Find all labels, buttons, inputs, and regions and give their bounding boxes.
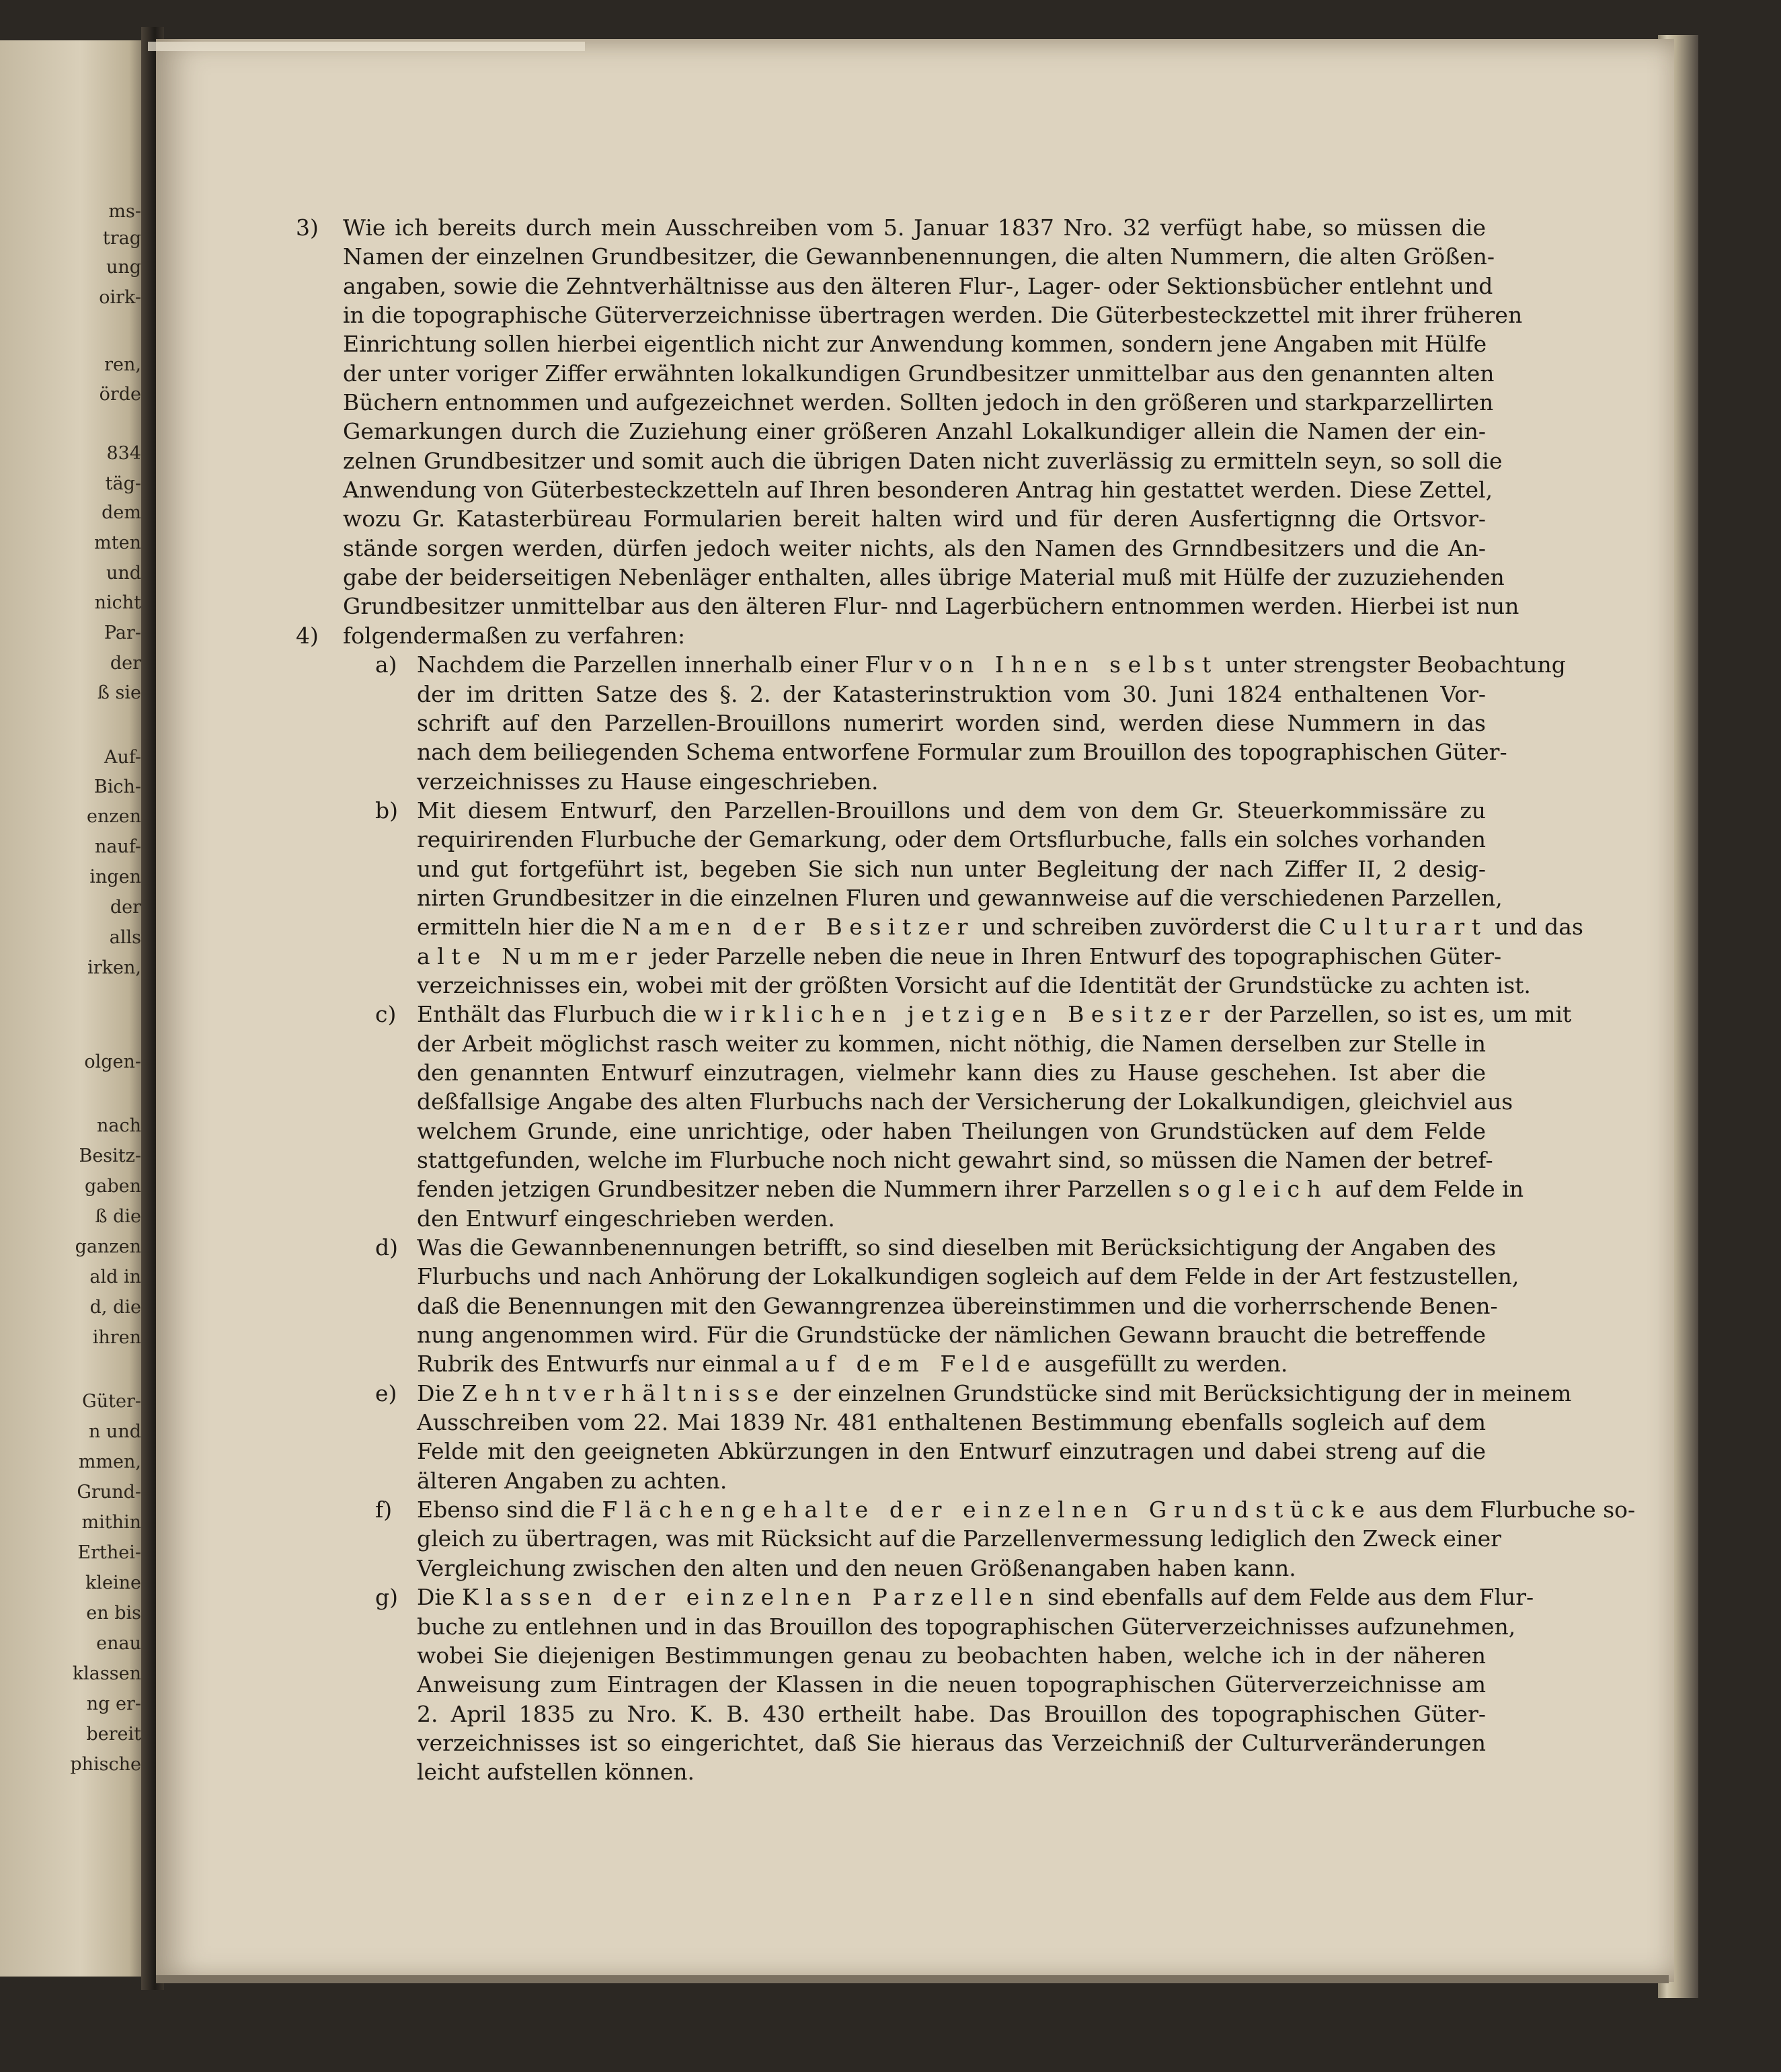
paragraph-3 [296,213,1523,621]
text-segment: Die [417,1584,455,1611]
text-line [417,1495,1636,1524]
text-line [417,1379,1572,1408]
page-body [296,213,1636,1787]
text-line: den genannten Entwurf einzutragen, vielmehr kann dies zu Hause geschehen. Ist aber die [417,1059,1486,1086]
left-page-fragment: ng er- [86,1694,141,1714]
text-line: verzeichnisses zu Hause eingeschrieben. [417,768,879,795]
text-line: und gut fortgeführt ist, begeben Sie sich nun unter Begleitung der nach Ziffer II, 2 desig- [417,855,1486,882]
page-bottom-edge [156,1975,1669,1983]
left-page-fragment: der [110,897,141,918]
left-page-fragment: enau [96,1633,141,1654]
left-page-fragment: Par- [104,623,141,643]
text-segment: fenden jetzigen Grundbesitzer neben die Nummern ihrer Parzellen [417,1176,1172,1203]
spaced-text: Culturart [1318,914,1488,941]
left-page-fragment: mten [94,532,141,553]
text-line: daß die Benennungen mit den Gewanngrenzea übereinstimmen und die vorherrschende Benen- [417,1292,1498,1319]
text-line: Gemarkungen durch die Zuziehung einer größeren Anzahl Lokalkundiger allein die Namen der ein- [343,418,1486,445]
item-label: g) [375,1584,398,1611]
left-page-fragment: oirk- [99,287,141,308]
text-line: Grundbesitzer unmittelbar aus den älteren Flur- nnd Lagerbüchern entnommen werden. Hierbei ist nun [343,593,1519,620]
left-page-fragment: phische [70,1754,141,1775]
text-line [417,912,1583,941]
text-line: buche zu entlehnen und in das Brouillon des topographischen Güterverzeichnisses aufzunehmen, [417,1613,1516,1640]
left-page-fragment: nauf- [94,836,141,857]
paper-strip [148,42,585,51]
text-line: Büchern entnommen und aufgezeichnet werden. Sollten jedoch in den größeren und starkparzellirten [343,389,1494,416]
text-line: stattgefunden, welche im Flurbuche noch nicht gewahrt sind, so müssen die Namen der betref- [417,1147,1493,1173]
item-f [296,1495,1636,1583]
spaced-text: wirklichen jetzigen Besitzer [703,1001,1217,1028]
left-page-fragment: ß die [95,1206,141,1227]
left-page-fragment: ihren [92,1327,141,1348]
text-segment: Nachdem die Parzellen innerhalb einer Flur [417,651,912,678]
text-line [417,1174,1524,1203]
text-line: nirten Grundbesitzer in die einzelnen Fluren und gewannweise auf die verschiedenen Parzellen, [417,884,1503,911]
text-line: Mit diesem Entwurf, den Parzellen-Brouillons und dem von dem Gr. Steuerkommissäre zu [417,797,1486,824]
text-line: den Entwurf eingeschrieben werden. [417,1205,835,1232]
item-label: b) [375,797,398,824]
text-segment: Ebenso sind die [417,1497,595,1523]
left-page-fragment: olgen- [84,1051,141,1072]
left-page-fragment: und [106,563,141,584]
left-page-fragment: klassen [72,1663,141,1684]
text-line [417,650,1566,679]
spaced-text: Zehntverhältnisse [462,1380,786,1406]
text-line: Vergleichung zwischen den alten und den neuen Größenangaben haben kann. [417,1554,1296,1581]
left-page-fragment: Besitz- [79,1146,141,1166]
text-line: zelnen Grundbesitzer und somit auch die übrigen Daten nicht zuverlässig zu ermitteln seyn, so soll die [343,447,1503,474]
text-line: schrift auf den Parzellen-Brouillons numerirt worden sind, werden diese Nummern in das [417,709,1486,736]
text-line: Anwendung von Güterbesteckzetteln auf Ihren besonderen Antrag hin gestattet werden. Diese Zettel, [343,477,1493,504]
text-line: angaben, sowie die Zehntverhältnisse aus den älteren Flur-, Lager- oder Sektionsbücher entlehnt und [343,272,1493,299]
left-page-fragment: n und [88,1421,141,1442]
text-line: Was die Gewannbenennungen betrifft, so sind dieselben mit Berücksichtigung der Angaben des [417,1234,1497,1261]
left-page-fragment: kleine [85,1572,141,1593]
text-segment: und schreiben zuvörderst die [982,914,1312,941]
item-label: d) [375,1234,398,1261]
text-line [417,1349,1486,1378]
text-line: nach dem beiliegenden Schema entworfene Formular zum Brouillon des topographischen Güter- [417,739,1507,766]
item-label: c) [375,1001,397,1028]
item-label: f) [375,1497,393,1523]
text-line: Flurbuchs und nach Anhörung der Lokalkundigen sogleich auf dem Felde in der Art festzustellen, [417,1263,1519,1290]
text-segment: jeder Parzelle neben die neue in Ihren Entwurf des topographischen Güter- [651,943,1502,969]
left-page-fragment: ß sie [97,682,141,703]
spaced-text: Namen der Besitzer [621,914,976,941]
text-segment: der einzelnen Grundstücke sind mit Berücksichtigung der in meinem [793,1380,1572,1406]
text-line: gabe der beiderseitigen Nebenläger enthalten, alles übrige Material muß mit Hülfe der zuzuziehenden [343,564,1505,591]
left-page-fragment: enzen [87,806,141,827]
left-page-fragment: ald in [89,1267,141,1287]
item-g [296,1583,1534,1786]
left-page-fragment: alls [109,927,141,948]
text-line: Felde mit den geeigneten Abkürzungen in den Entwurf einzutragen und dabei streng auf die [417,1438,1486,1465]
text-line: welchem Grunde, eine unrichtige, oder haben Theilungen von Grundstücken auf dem Felde [417,1117,1486,1144]
text-segment: auf dem Felde in [1335,1176,1524,1203]
text-line: in die topographische Güterverzeichnisse übertragen werden. Die Güterbesteckzettel mit ihrer früheren [343,302,1523,329]
left-page-fragment: mithin [81,1512,141,1533]
text-line: Ausschreiben vom 22. Mai 1839 Nr. 481 enthaltenen Bestimmung ebenfalls sogleich auf dem [417,1409,1486,1436]
left-page-fragment: täg- [105,473,141,494]
left-page-fragment: d, die [89,1297,141,1318]
text-line: Anweisung zum Eintragen der Klassen in die neuen topographischen Güterverzeichnisse am [417,1671,1486,1698]
item-label: e) [375,1380,397,1406]
left-page-fragment: ren, [104,354,141,375]
text-segment: aus dem Flurbuche so- [1378,1497,1636,1523]
left-page-fragment: ingen [89,867,141,887]
spaced-text: alte Nummer [417,943,644,969]
item-label: a) [375,651,397,678]
left-page-fragment: örde [99,384,141,405]
text-line: Wie ich bereits durch mein Ausschreiben vom 5. Januar 1837 Nro. 32 verfügt habe, so müssen die [343,214,1486,241]
spaced-text: Flächengehalte der einzelnen Grundstücke [602,1497,1372,1523]
text-line: Namen der einzelnen Grundbesitzer, die Gewannbenennungen, die alten Nummern, die alten Größen- [343,243,1495,270]
left-page-fragment: irken, [87,957,141,978]
left-page-fragment: der [110,653,141,674]
left-page-fragment: 834 [106,443,141,464]
item-c [296,1000,1572,1233]
spaced-text: sogleich [1178,1176,1329,1203]
text-line: requirirenden Flurbuche der Gemarkung, oder dem Ortsflurbuche, falls ein solches vorhanden [417,826,1486,853]
text-line: wozu Gr. Katasterbüreau Formularien bereit halten wird und für deren Ausfertignng die Ortsvor- [343,506,1486,532]
text-line: verzeichnisses ein, wobei mit der größten Vorsicht auf die Identität der Grundstücke zu achten ist. [417,971,1531,998]
text-line: der Arbeit möglichst rasch weiter zu kommen, nicht nöthig, die Namen derselben zur Stelle in [417,1030,1486,1057]
left-page-fragment: Bich- [93,776,141,797]
item-a [296,650,1566,796]
left-page-fragment: Auf- [104,747,141,768]
text-line [417,1583,1534,1611]
text-line: gleich zu übertragen, was mit Rücksicht auf die Parzellenvermessung lediglich den Zweck einer [417,1525,1501,1552]
left-page-fragment: trag [102,228,141,249]
left-page-fragment: Güter- [82,1391,141,1412]
text-line: Einrichtung sollen hierbei eigentlich nicht zur Anwendung kommen, sondern jene Angaben mit Hülfe [343,331,1487,358]
left-page-fragment: nicht [94,592,141,613]
left-page-fragment: dem [102,502,141,523]
left-page-fragment: Erthei- [77,1542,141,1563]
text-segment: der Parzellen, so ist es, um mit [1224,1001,1572,1028]
text-segment: Enthält das Flurbuch die [417,1001,697,1028]
text-segment: Die [417,1380,455,1406]
paragraph-label: 3) [296,214,319,241]
spaced-text: Klassen der einzelnen Parzellen [462,1584,1041,1611]
item-b [296,796,1583,1000]
left-page-fragment: nach [97,1115,141,1136]
left-page-fragment: ganzen [75,1236,141,1257]
spaced-text: von Ihnen selbst [919,651,1218,678]
left-page-fragment: mmen, [78,1451,141,1472]
item-e [296,1379,1572,1495]
paragraph-label: 4) [296,622,319,649]
text-line: deßfallsige Angabe des alten Flurbuchs nach der Versicherung der Lokalkundigen, gleichviel aus [417,1088,1513,1115]
left-page-fragment: bereit [86,1724,141,1745]
text-segment: ermitteln hier die [417,914,615,941]
text-segment: Rubrik des Entwurfs nur einmal [417,1351,779,1378]
text-line: leicht aufstellen können. [417,1759,695,1786]
left-page-fragment: ms- [108,201,141,222]
text-line: wobei Sie diejenigen Bestimmungen genau zu beobachten haben, welche ich in der näheren [417,1642,1486,1669]
text-line: stände sorgen werden, dürfen jedoch weiter nichts, als den Namen des Grnndbesitzers und die An- [343,534,1486,561]
left-page-fragment: gaben [84,1176,141,1197]
text-line [417,942,1502,971]
text-segment: sind ebenfalls auf dem Felde aus dem Flur- [1047,1584,1534,1611]
left-page-fragment: en bis [86,1603,141,1624]
text-line: älteren Angaben zu achten. [417,1467,727,1494]
text-line [417,1000,1572,1029]
text-line: folgendermaßen zu verfahren: [343,622,686,649]
text-line: 2. April 1835 zu Nro. K. B. 430 ertheilt habe. Das Brouillon des topographischen Güter- [417,1700,1486,1727]
text-line: der im dritten Satze des §. 2. der Katasterinstruktion vom 30. Juni 1824 enthaltenen Vor- [417,680,1486,707]
paragraph-4 [296,621,1486,650]
left-page-fragment: Grund- [77,1482,141,1503]
item-d [296,1233,1519,1379]
spaced-text: auf dem Felde [785,1351,1037,1378]
left-page-text [0,0,141,2072]
text-line: der unter voriger Ziffer erwähnten lokalkundigen Grundbesitzer unmittelbar aus den genannten alten [343,360,1495,387]
text-line: nung angenommen wird. Für die Grundstücke der nämlichen Gewann braucht die betreffende [417,1322,1486,1349]
text-segment: ausgefüllt zu werden. [1044,1351,1288,1378]
left-page-fragment: ung [106,257,141,278]
text-line: verzeichnisses ist so eingerichtet, daß Sie hieraus das Verzeichniß der Culturveränderungen [417,1729,1486,1756]
text-segment: unter strengster Beobachtung [1225,651,1566,678]
text-segment: und das [1495,914,1583,941]
